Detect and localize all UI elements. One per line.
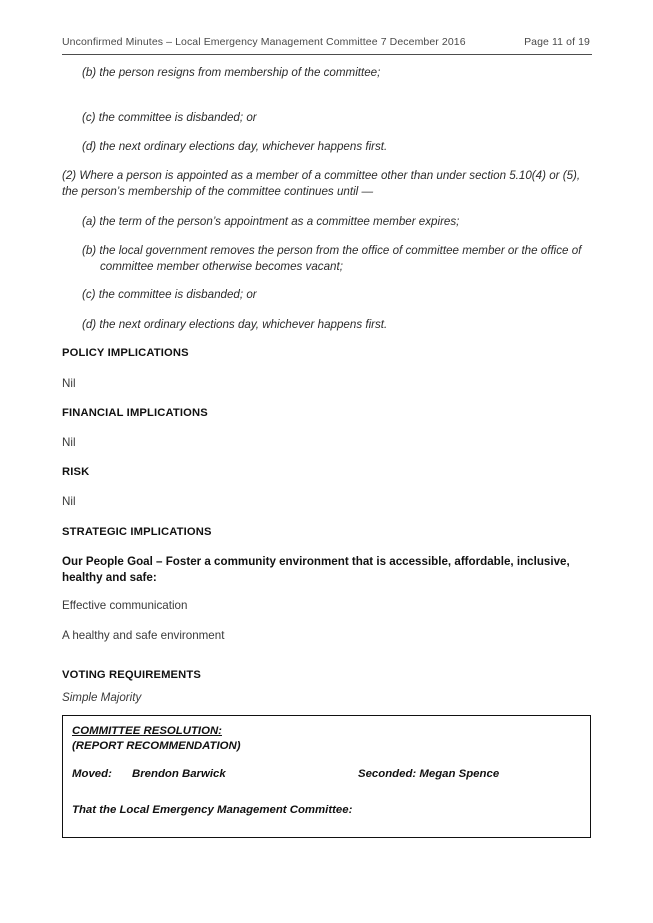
strategic-point-2: A healthy and safe environment — [62, 629, 225, 642]
moved-label: Moved: — [72, 768, 112, 780]
clause2-item-c: (c) the committee is disbanded; or — [82, 288, 257, 301]
clause1-item-c: (c) the committee is disbanded; or — [82, 111, 257, 124]
page-header — [62, 36, 592, 48]
header-title: Unconfirmed Minutes – Local Emergency Management Committee 7 December 2016 — [62, 36, 466, 48]
page-number: Page 11 of 19 — [524, 36, 590, 48]
voting-requirements-value: Simple Majority — [62, 691, 142, 704]
header-divider — [62, 54, 592, 55]
financial-implications-value: Nil — [62, 436, 76, 449]
heading-risk: RISK — [62, 466, 90, 478]
clause1-item-b: (b) the person resigns from membership of the committee; — [82, 66, 381, 79]
clause2-intro: (2) Where a person is appointed as a member of a committee other than under section 5.10(4) or (5), the person’s membership of the committee continues until — — [62, 169, 581, 198]
strategic-goal-statement: Our People Goal – Foster a community environment that is accessible, affordable, inclusive, healthy and safe: — [62, 555, 570, 584]
heading-financial-implications: FINANCIAL IMPLICATIONS — [62, 407, 208, 419]
clause1-item-d: (d) the next ordinary elections day, whichever happens first. — [82, 140, 388, 153]
resolution-title-line1: COMMITTEE RESOLUTION: — [72, 725, 222, 737]
resolution-statement: That the Local Emergency Management Committee: — [72, 804, 353, 816]
seconded-by: Seconded: Megan Spence — [358, 768, 500, 780]
moved-by-name: Brendon Barwick — [132, 768, 226, 780]
clause2-item-b: (b) the local government removes the person from the office of committee member or the office of committee member otherwise becomes vacant; — [82, 244, 582, 273]
clause2-item-a: (a) the term of the person’s appointment as a committee member expires; — [82, 215, 460, 228]
resolution-title — [72, 724, 241, 753]
resolution-title-line2: (REPORT RECOMMENDATION) — [72, 739, 241, 752]
risk-value: Nil — [62, 495, 76, 508]
clause2-item-d: (d) the next ordinary elections day, whichever happens first. — [82, 318, 388, 331]
heading-strategic-implications: STRATEGIC IMPLICATIONS — [62, 526, 212, 538]
strategic-point-1: Effective communication — [62, 599, 188, 612]
policy-implications-value: Nil — [62, 377, 76, 390]
committee-resolution-box — [62, 715, 591, 838]
heading-policy-implications: POLICY IMPLICATIONS — [62, 347, 189, 359]
heading-voting-requirements: VOTING REQUIREMENTS — [62, 669, 201, 681]
